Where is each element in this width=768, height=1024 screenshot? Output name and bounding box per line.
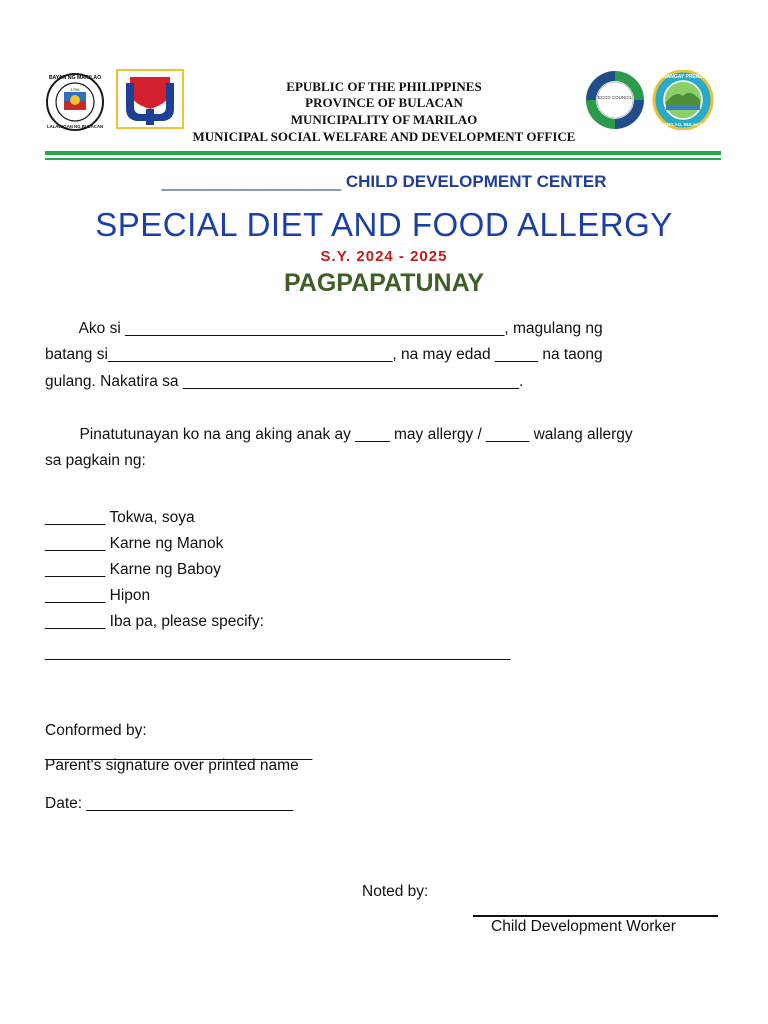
paragraph2-line2: sa pagkain ng:: [45, 452, 146, 469]
noted-label: Noted by:: [362, 883, 429, 900]
paragraph1-line1: Ako si ____________________________________________, magulang ng: [45, 320, 603, 337]
header-office: MUNICIPAL SOCIAL WELFARE AND DEVELOPMENT OFFICE: [192, 129, 576, 144]
seal-year-text: 1796: [70, 87, 80, 92]
paragraph2-line1: Pinatutunayan ko na ang aking anak ay ____ may allergy / _____ walang allergy: [45, 426, 633, 443]
center-name-blank: ___________________: [161, 172, 342, 191]
header-municipality: MUNICIPALITY OF MARILAO: [290, 112, 478, 127]
school-year: S.Y. 2024 - 2025: [320, 248, 448, 265]
food-item: _______ Iba pa, please specify:: [45, 613, 264, 630]
date-line: Date: ________________________: [45, 795, 294, 812]
food-item: _______ Hipon: [45, 587, 151, 604]
subtitle: PAGPAPATUNAY: [283, 269, 485, 297]
header-republic: EPUBLIC OF THE PHILIPPINES: [286, 79, 482, 94]
food-item: _______ Karne ng Manok: [45, 535, 224, 552]
page-title: SPECIAL DIET AND FOOD ALLERGY: [95, 206, 673, 243]
center-name-label: CHILD DEVELOPMENT CENTER: [345, 172, 607, 191]
barangay-bottom-text: MARILAO, BULACAN: [660, 122, 706, 127]
specify-line: ______________________________________________________: [45, 644, 511, 661]
noted-caption: Child Development Worker: [491, 918, 676, 935]
header-divider-bottom: [45, 158, 721, 160]
conformed-signature-line: _______________________________: [45, 744, 313, 761]
conformed-caption: Parent's signature over printed name: [45, 757, 299, 774]
food-item: _______ Karne ng Baboy: [45, 561, 221, 578]
paragraph1-line3: gulang. Nakatira sa _______________________________________.: [45, 373, 524, 390]
center-name-line: [0, 172, 768, 192]
header-province: PROVINCE OF BULACAN: [305, 95, 463, 110]
paragraph1-line2: batang si_________________________________, na may edad _____ na taong: [45, 346, 603, 363]
seal-ring-top-text: BAYAN NG MARILAO: [48, 75, 102, 81]
barangay-ring-text: BARANGAY PRENZA II: [655, 74, 711, 80]
eccd-center-text: ECCD COUNCIL: [597, 95, 633, 100]
conformed-label: Conformed by:: [45, 722, 147, 739]
food-item: _______ Tokwa, soya: [45, 509, 195, 526]
seal-ring-bottom-text: LALAWIGAN NG BULACAN: [46, 124, 104, 129]
header-divider-top: [45, 151, 721, 155]
